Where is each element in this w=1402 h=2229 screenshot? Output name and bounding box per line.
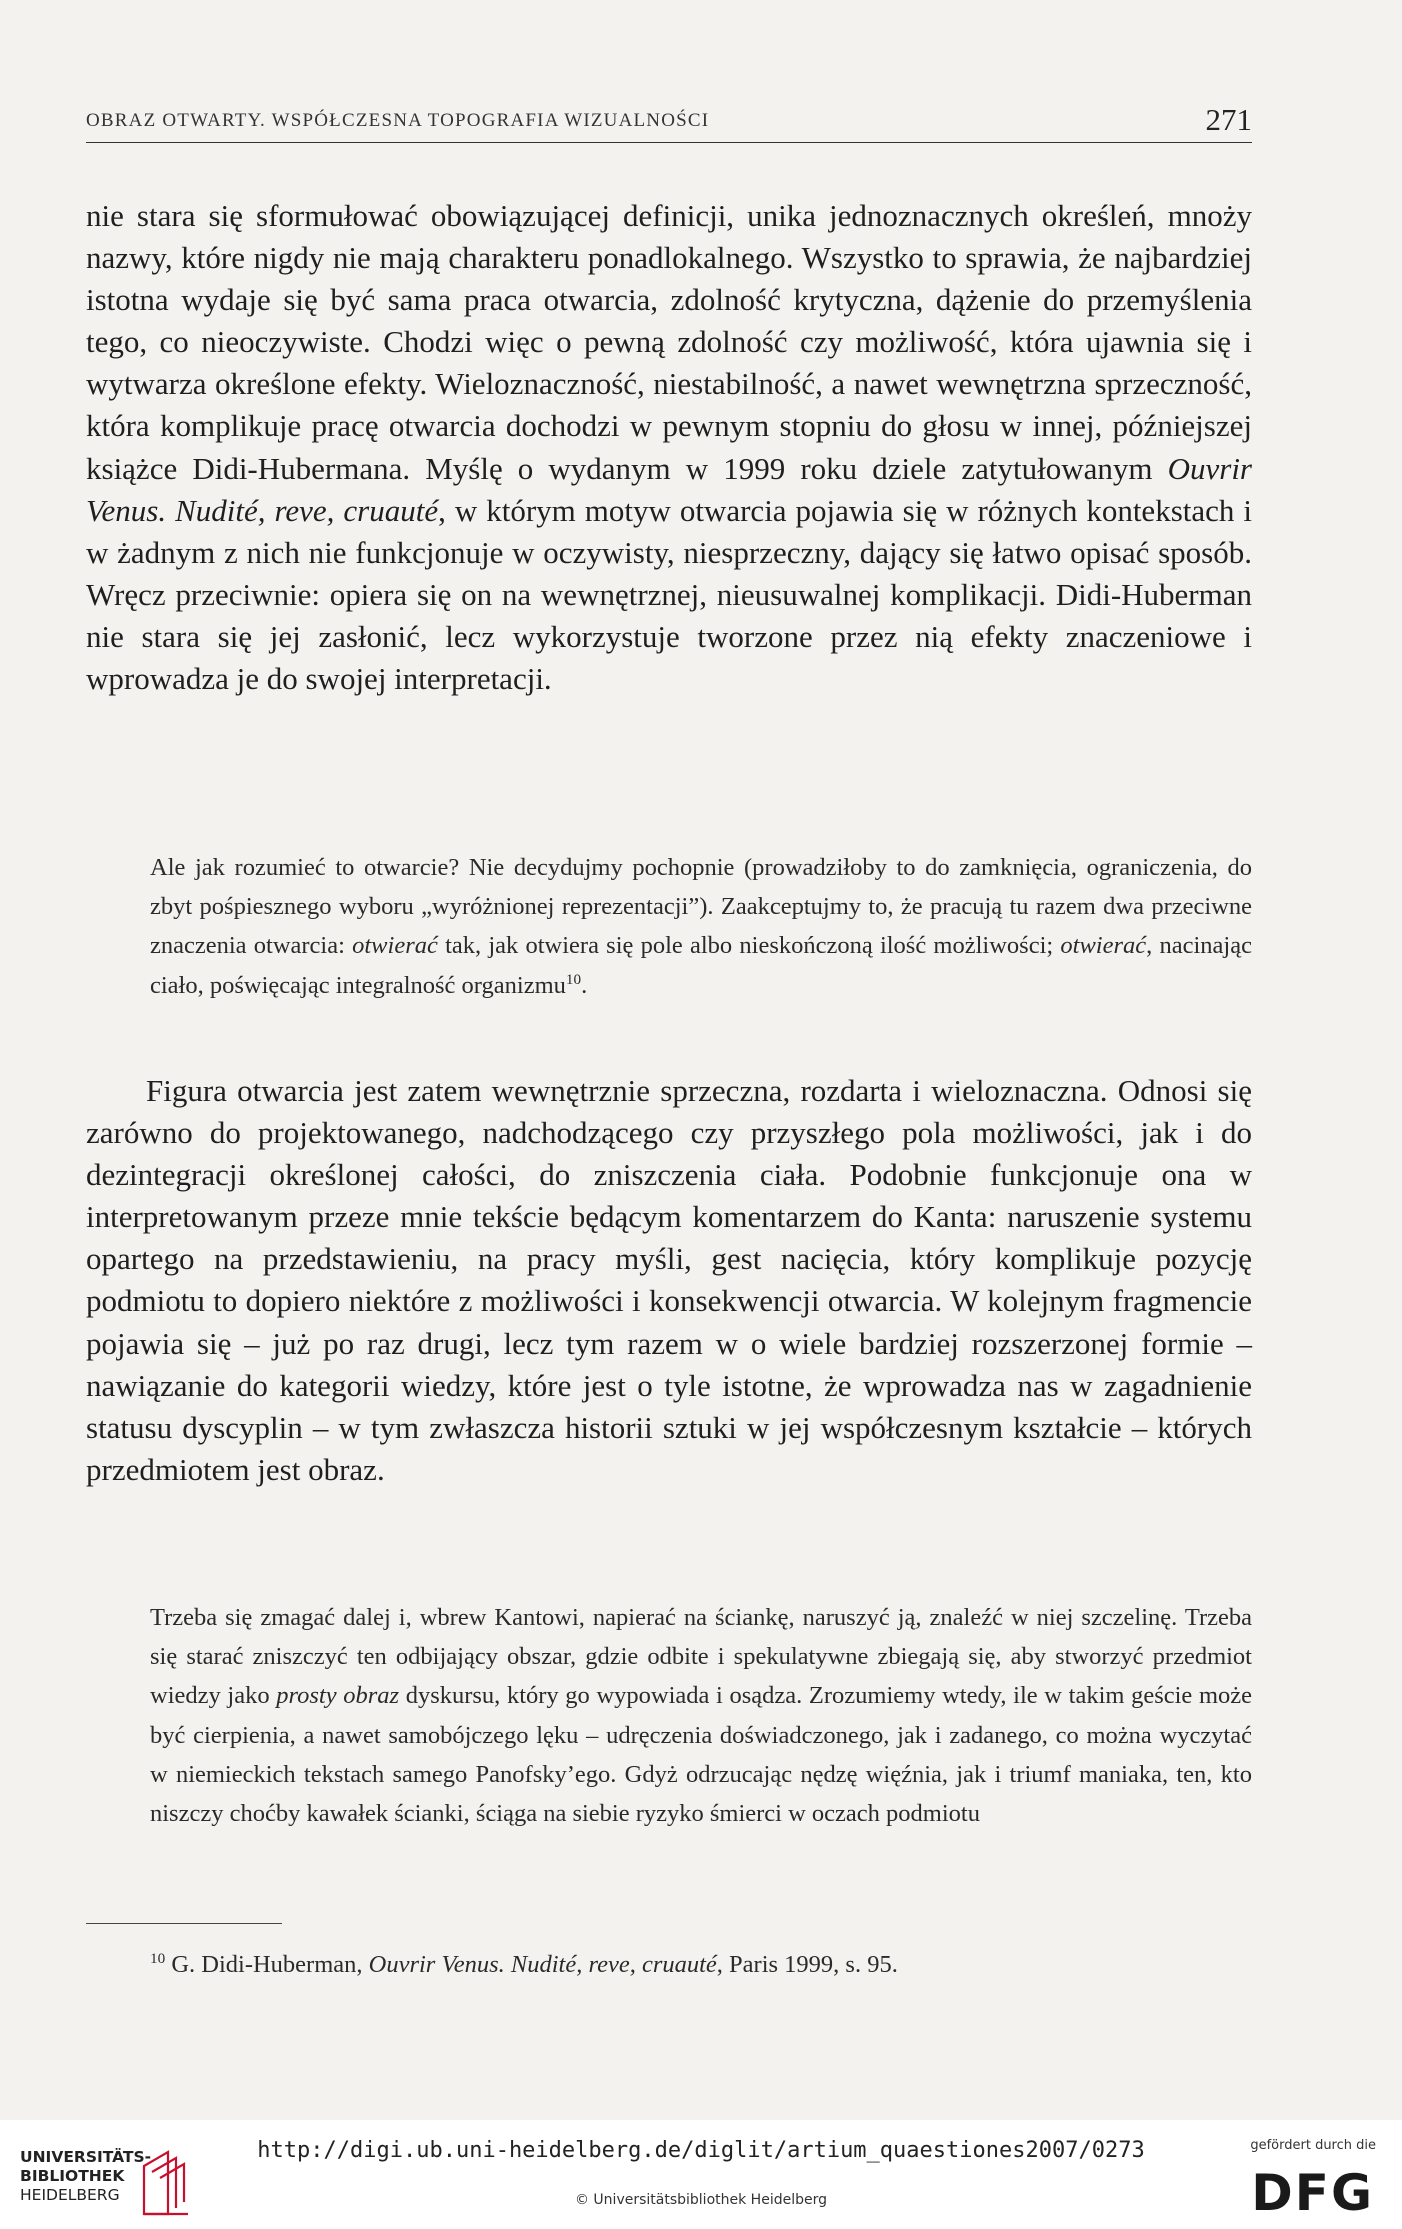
running-header [86, 98, 1252, 143]
dfg-logo[interactable] [1236, 2138, 1376, 2218]
footnote-reference[interactable]: 10 [565, 970, 582, 988]
copyright-notice: © Universitätsbibliothek Heidelberg [574, 2192, 827, 2208]
quote-emphasis: otwierać [352, 932, 438, 960]
quote-text: dyskursu, który go wypowiada i osądza. Zrozumiemy wtedy, ile w takim geście może być cierpienia, a nawet samobójczego lęku – udręczenia doświadczonego, jak i zadanego, co można wyczytać w niemieckich tekstach samego Panofsky’ego. Gdyż odrzucając nędzę więźnia, jak i triumf maniaka, ten, kto niszczy choćby kawałek ścianki, ściąga na siebie ryzyko śmierci w oczach podmiotu [150, 1682, 1252, 1828]
dfg-logo-mark [1236, 2164, 1376, 2218]
book-title: Ouvrir Venus. Nudité, reve, cruauté [86, 450, 1252, 528]
quote-text: , nacinając ciało, poświęcając integralność organizmu [150, 932, 1252, 999]
source-url-link[interactable]: http://digi.ub.uni-heidelberg.de/diglit/artium_quaestiones2007/0273 [257, 2138, 1145, 2163]
paragraph-text: Figura otwarcia jest zatem wewnętrznie sprzeczna, rozdarta i wieloznaczna. Odnosi się zarówno do projektowanego, nadchodzącego czy przyszłego pola możliwości, jak i do dezintegracji określonej całości, do zniszczenia ciała. Podobnie funkcjonuje ona w interpretowanym przeze mnie tekście będącym komentarzem do Kanta: naruszenie systemu opartego na przedstawieniu, na pracy myśli, gest nacięcia, który komplikuje pozycję podmiotu to dopiero niektóre z możliwości i konsekwencji otwarcia. W kolejnym fragmencie pojawia się – już po raz drugi, lecz tym razem w o wiele bardziej rozszerzonej formie – nawiązanie do kategorii wiedzy, które jest o tyle istotne, że wprowadza nas w zagadnienie statusu dyscyplin – w tym zwłaszcza historii sztuki w jej współczesnym kształcie – których przedmiotem jest obraz. [86, 1073, 1252, 1487]
body-paragraph-1 [86, 195, 1252, 700]
quote-text: . [581, 971, 588, 999]
footnote-rest: , Paris 1999, s. 95. [716, 1951, 898, 1978]
digitization-footer [0, 2120, 1402, 2229]
library-name-line3: HEIDELBERG [20, 2186, 120, 2204]
quote-text: Trzeba się zmagać dalej i, wbrew Kantowi, napierać na ściankę, naruszyć ją, znaleźć w niej szczelinę. Trzeba się starać zniszczyć ten odbijający obszar, gdzie odbite i spekulatywne zbiegają się, aby stworzyć przedmiot wiedzy jako [150, 1604, 1252, 1710]
page-number: 271 [1205, 102, 1252, 137]
body-paragraph-2 [86, 1070, 1252, 1491]
footnote-author: G. Didi-Huberman, [165, 1951, 369, 1978]
footnote-title: Ouvrir Venus. Nudité, reve, cruauté [368, 1951, 717, 1978]
quote-emphasis: prosty obraz [276, 1682, 400, 1710]
paragraph-text: nie stara się sformułować obowiązującej definicji, unika jednoznacznych określeń, mnoży nazwy, które nigdy nie mają charakteru ponadlokalnego. Wszystko to sprawia, że najbardziej istotna wydaje się być sama praca otwarcia, zdolność krytyczna, dążenie do przemyślenia tego, co nieoczywiste. Chodzi więc o pewną zdolność czy możliwość, która ujawnia się i wytwarza określone efekty. Wieloznaczność, niestabilność, a nawet wewnętrzna sprzeczność, która komplikuje pracę otwarcia dochodzi w pewnym stopniu do głosu w innej, późniejszej książce Didi-Hubermana. Myślę o wydanym w 1999 roku dziele zatytułowanym [86, 198, 1252, 486]
dfg-logo-text: DFG [1251, 2164, 1374, 2218]
block-quote-1 [150, 848, 1252, 1005]
quote-emphasis: otwierać [1060, 932, 1147, 960]
quote-text: tak, jak otwiera się pole albo nieskończoną ilość możliwości; [437, 932, 1061, 960]
quote-text: Ale jak rozumieć to otwarcie? Nie decydujmy pochopnie (prowadziłoby to do zamknięcia, ograniczenia, do zbyt pośpiesznego wyboru „wyróżnionej reprezentacji”). Zaakceptujmy to, że pracują tu razem dwa przeciwne znaczenia otwarcia: [150, 854, 1252, 960]
paragraph-text: , w którym motyw otwarcia pojawia się w różnych kontekstach i w żadnym z nich nie funkcjonuje w oczywisty, niesprzeczny, dający się łatwo opisać sposób. Wręcz przeciwnie: opiera się on na wewnętrznej, nieusuwalnej komplikacji. Didi-Huberman nie stara się jej zasłonić, lecz wykorzystuje tworzone przez nią efekty znaczeniowe i wprowadza je do swojej interpretacji. [86, 492, 1252, 697]
library-name-line2: BIBLIOTHEK [20, 2167, 125, 2185]
footnote-number: 10 [150, 1949, 166, 1967]
running-title: OBRAZ OTWARTY. WSPÓŁCZESNA TOPOGRAFIA WIZUALNOŚCI [86, 110, 710, 131]
funding-label: gefördert durch die [1250, 2138, 1376, 2153]
library-name-line1: UNIVERSITÄTS- [20, 2148, 152, 2166]
block-quote-2 [150, 1598, 1252, 1833]
footnote-10 [150, 1948, 1252, 1982]
footnote-divider [86, 1923, 282, 1924]
